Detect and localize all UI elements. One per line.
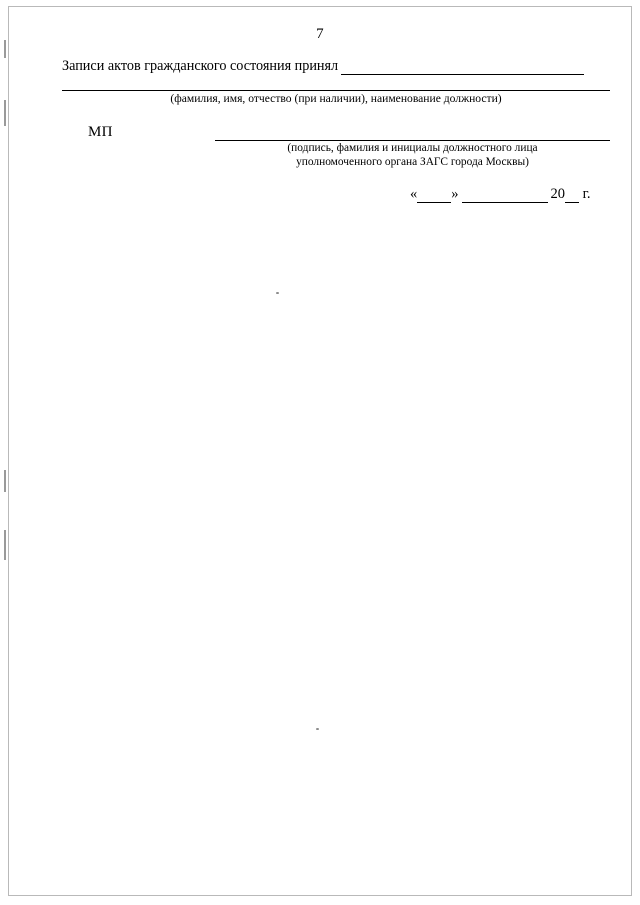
name-position-rule[interactable] <box>62 90 610 91</box>
date-close-quote: » <box>451 186 459 202</box>
accepted-by-line <box>62 58 610 75</box>
scan-edge-mark-upper <box>4 100 6 126</box>
stamp-place-label: МП <box>88 124 113 140</box>
signature-caption-line-1: (подпись, фамилия и инициалы должностного лица <box>287 142 538 154</box>
accepted-by-label: Записи актов гражданского состояния принял <box>62 58 339 74</box>
signature-caption-line-2: уполномоченного органа ЗАГС города Москвы) <box>296 155 529 168</box>
scan-speck-upper <box>276 292 279 294</box>
date-year-suffix: г. <box>582 186 591 202</box>
signature-caption <box>215 142 610 169</box>
date-open-quote: « <box>410 186 418 202</box>
name-position-caption: (фамилия, имя, отчество (при наличии), наименование должности) <box>170 92 502 105</box>
scan-edge-mark-middle <box>4 470 6 492</box>
signature-rule[interactable] <box>215 140 610 141</box>
date-year-blank[interactable] <box>565 190 579 203</box>
date-day-blank[interactable] <box>417 190 451 203</box>
date-line <box>410 186 591 203</box>
date-year-prefix: 20 <box>550 186 565 202</box>
scan-speck-lower <box>316 728 319 730</box>
scan-edge-mark-lower <box>4 530 6 560</box>
page-number: 7 <box>316 26 324 42</box>
date-month-blank[interactable] <box>462 190 548 203</box>
accepted-by-blank[interactable] <box>341 60 584 75</box>
